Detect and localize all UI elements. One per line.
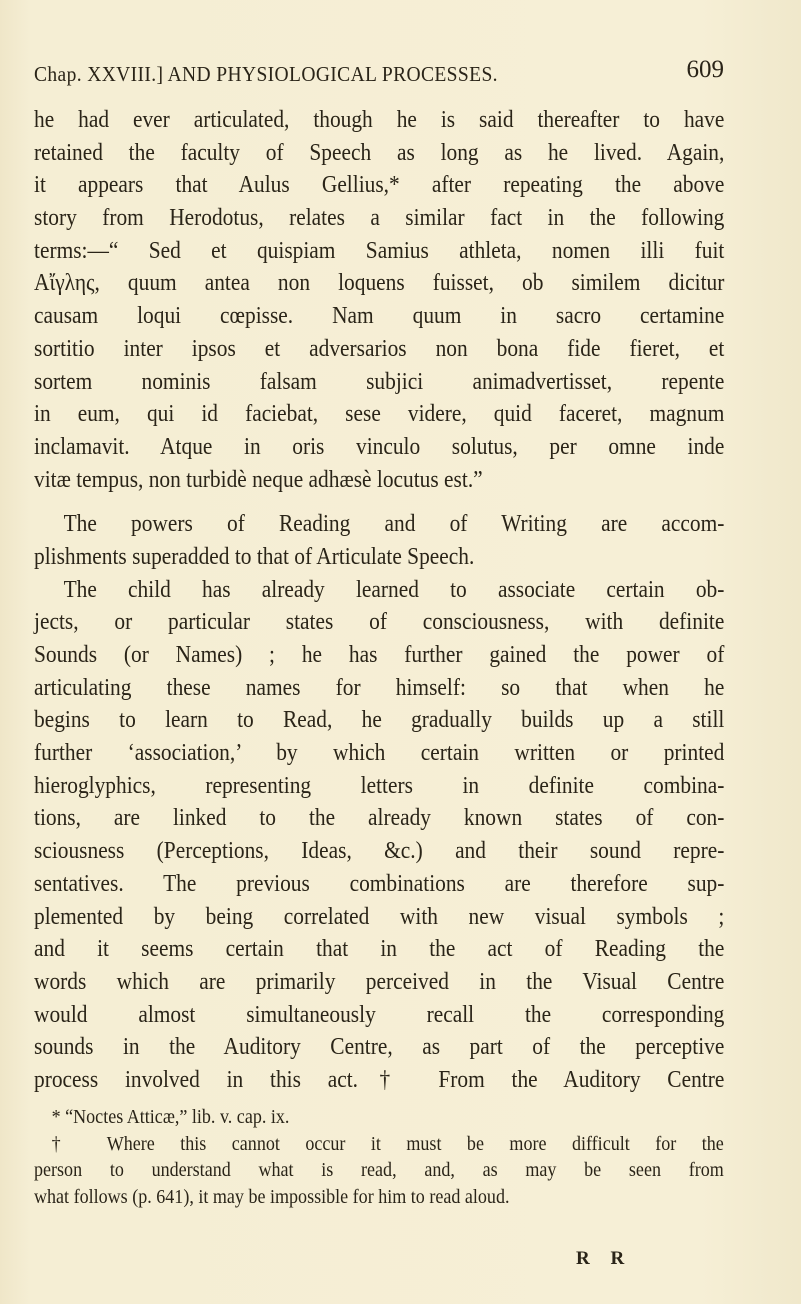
footnote-2-line: what follows (p. 641), it may be impossible for him to read aloud.	[34, 1185, 510, 1208]
footnote-1: * “Noctes Atticæ,” lib. v. cap. ix.	[51, 1106, 290, 1128]
paragraph-gap	[34, 496, 724, 508]
page-header	[34, 52, 724, 88]
text-line: sentatives. The previous combinations are therefore sup-	[34, 869, 725, 897]
text-line: further ‘association,’ by which certain written or printed	[34, 739, 725, 767]
text-line: sounds in the Auditory Centre, as part of the perceptive	[34, 1033, 725, 1061]
text-line: The child has already learned to associate certain ob-	[63, 575, 725, 603]
signature-mark: R R	[576, 1248, 633, 1269]
running-head: Chap. XXVIII.] AND PHYSIOLOGICAL PROCESSES.	[34, 62, 498, 86]
text-line: The powers of Reading and of Writing are accom-	[63, 510, 725, 538]
footnotes	[34, 1104, 724, 1210]
footnote-2-line: person to understand what is read, and, as may be seen from	[34, 1159, 724, 1181]
text-line: causam loqui cœpisse. Nam quum in sacro certamine	[34, 302, 725, 330]
text-line: sciousness (Perceptions, Ideas, &c.) and their sound repre-	[34, 837, 725, 865]
text-line: hieroglyphics, representing letters in definite combina-	[34, 771, 725, 799]
text-line: sortem nominis falsam subjici animadvertisset, repente	[34, 367, 725, 395]
text-line: begins to learn to Read, he gradually builds up a still	[34, 706, 725, 734]
page-number: 609	[686, 56, 724, 83]
text-line: he had ever articulated, though he is said thereafter to have	[34, 106, 725, 133]
body-text	[34, 104, 724, 1097]
text-line: retained the faculty of Speech as long as he lived. Again,	[34, 138, 725, 166]
text-line: jects, or particular states of consciousness, with definite	[34, 608, 725, 636]
text-line: inclamavit. Atque in oris vinculo solutus, per omne inde	[34, 432, 725, 460]
text-line: plishments superadded to that of Articulate Speech.	[34, 542, 475, 570]
text-line: would almost simultaneously recall the corresponding	[34, 1000, 725, 1028]
text-line: story from Herodotus, relates a similar fact in the following	[34, 204, 725, 232]
text-line: words which are primarily perceived in the Visual Centre	[34, 967, 725, 995]
text-line: in eum, qui id faciebat, sese videre, quid faceret, magnum	[34, 400, 725, 428]
text-line: process involved in this act.† From the Auditory Centre	[34, 1065, 725, 1093]
text-line: sortitio inter ipsos et adversarios non bona fide fieret, et	[34, 334, 725, 362]
text-line: plemented by being correlated with new visual symbols ;	[34, 902, 725, 930]
text-line: Sounds (or Names) ; he has further gained the power of	[34, 641, 725, 668]
text-line: Αἴγλης, quum antea non loquens fuisset, ob similem dicitur	[34, 269, 725, 297]
text-line: tions, are linked to the already known states of con-	[34, 804, 725, 832]
footnote-2-line: † Where this cannot occur it must be more difficult for the	[51, 1132, 724, 1155]
text-line: articulating these names for himself: so that when he	[34, 673, 725, 701]
text-line: it appears that Aulus Gellius,* after repeating the above	[34, 171, 725, 199]
text-line: terms:—“ Sed et quispiam Samius athleta, nomen illi fuit	[34, 236, 725, 264]
text-line: vitæ tempus, non turbidè neque adhæsè locutus est.”	[34, 465, 483, 493]
text-line: and it seems certain that in the act of Reading the	[34, 935, 725, 963]
